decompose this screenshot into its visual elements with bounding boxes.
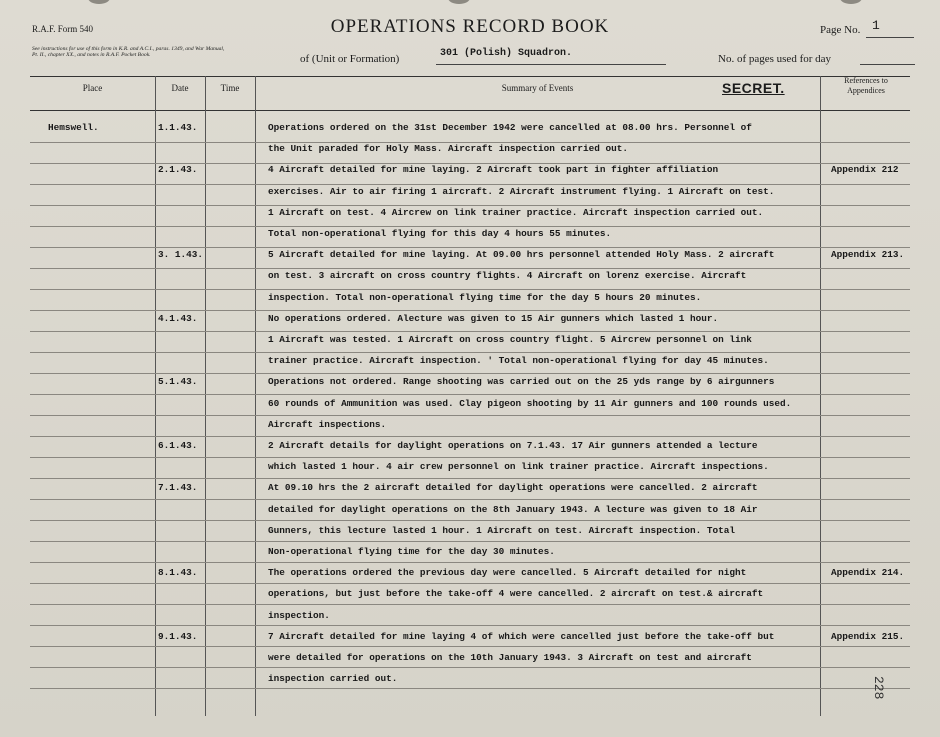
ruled-line: [30, 562, 910, 563]
entry-summary-line: detailed for daylight operations on the 8th January 1943. A lecture was given to 18 Air: [268, 503, 758, 515]
entry-date: 9.1.43.: [158, 630, 198, 642]
entry-date: 7.1.43.: [158, 482, 198, 494]
page-title: OPERATIONS RECORD BOOK: [330, 16, 610, 37]
ruled-line: [30, 394, 910, 395]
unit-value: 301 (Polish) Squadron.: [440, 48, 573, 59]
entry-date: 3. 1.43.: [158, 249, 204, 261]
column-header-date: Date: [171, 83, 189, 93]
unit-label: of (Unit or Formation): [300, 53, 400, 65]
ruled-line: [30, 478, 910, 479]
entry-summary-line: inspection. Total non-operational flying time for the day 5 hours 20 minutes.: [268, 291, 702, 303]
column-divider: [205, 76, 206, 716]
entry-summary-line: inspection.: [268, 609, 330, 621]
entry-date: 6.1.43.: [158, 440, 198, 451]
column-header-references: References to Appendices: [844, 76, 888, 95]
pages-used-rule: [860, 64, 915, 65]
ruled-line: [30, 667, 910, 668]
column-divider: [820, 76, 821, 716]
ruled-line: [30, 226, 910, 227]
ruled-line: [30, 688, 910, 689]
ruled-line: [30, 625, 910, 626]
unit-rule: [436, 64, 666, 65]
ruled-line: [30, 520, 910, 521]
page-number-value: 1: [872, 18, 880, 33]
ruled-line: [30, 289, 910, 290]
ruled-line: [30, 352, 910, 353]
form-number: R.A.F. Form 540: [32, 24, 94, 34]
entry-date: 2.1.43.: [158, 164, 198, 176]
entry-place: Hemswell.: [48, 122, 99, 133]
page-number-rule: [866, 37, 914, 38]
entry-summary-line: 2 Aircraft details for daylight operations on 7.1.43. 17 Air gunners attended a lecture: [268, 440, 758, 451]
entry-summary-line: trainer practice. Aircraft inspection. ' Total non-operational flying for day 45 minutes.: [268, 355, 769, 367]
header-bottom-border: [30, 110, 910, 111]
entry-summary-line: operations, but just before the take-off 4 were cancelled. 2 aircraft on test.& aircraft: [268, 588, 764, 600]
page-number-label: Page No.: [820, 24, 861, 36]
punch-hole: [840, 0, 862, 4]
entry-summary-line: inspection carried out.: [268, 673, 398, 685]
entry-summary-line: Gunners, this lecture lasted 1 hour. 1 Aircraft on test. Aircraft inspection. Total: [268, 524, 735, 536]
ruled-line: [30, 415, 910, 416]
ruled-line: [30, 331, 910, 332]
entry-summary-line: Non-operational flying time for the day 30 minutes.: [268, 546, 555, 557]
ruled-line: [30, 604, 910, 605]
entry-summary-line: 1 Aircraft was tested. 1 Aircraft on cross country flight. 5 Aircrew personnel on link: [268, 334, 752, 345]
punch-hole: [448, 0, 470, 4]
pages-used-label: No. of pages used for day: [718, 53, 832, 65]
ruled-line: [30, 268, 910, 269]
ruled-line: [30, 583, 910, 584]
entry-date: 4.1.43.: [158, 312, 198, 324]
entry-appendix: Appendix 215.: [831, 630, 905, 642]
entry-summary-line: 60 rounds of Ammunition was used. Clay pigeon shooting by 11 Air gunners and 100 rounds used.: [268, 397, 792, 409]
entry-summary-line: 4 Aircraft detailed for mine laying. 2 Aircraft took part in fighter affiliation: [268, 164, 719, 176]
entry-summary-line: At 09.10 hrs the 2 aircraft detailed for daylight operations were cancelled. 2 aircraft: [268, 482, 758, 494]
entry-summary-line: 7 Aircraft detailed for mine laying 4 of which were cancelled just before the take-off but: [268, 630, 775, 642]
secret-marking: SECRET.: [722, 80, 785, 96]
column-divider: [155, 76, 156, 716]
ruled-line: [30, 247, 910, 248]
punch-hole: [88, 0, 110, 4]
ruled-line: [30, 541, 910, 542]
entry-appendix: Appendix 213.: [831, 249, 905, 261]
entry-date: 8.1.43.: [158, 567, 198, 579]
ruled-line: [30, 373, 910, 374]
column-divider: [255, 76, 256, 716]
entry-summary-line: the Unit paraded for Holy Mass. Aircraft inspection carried out.: [268, 143, 629, 155]
table-top-border: [30, 76, 910, 77]
entry-summary-line: Total non-operational flying for this day 4 hours 55 minutes.: [268, 228, 612, 239]
entry-summary-line: exercises. Air to air firing 1 aircraft. 2 Aircraft instrument flying. 1 Aircraft on test.: [268, 185, 775, 197]
column-header-time: Time: [220, 83, 240, 93]
column-header-place: Place: [82, 83, 103, 93]
entry-date: 1.1.43.: [158, 122, 198, 133]
form-instructions: See instructions for use of this form in K.R. and A.C.I., paras. 1349, and War Manual, Pt. II., chapter XX., and notes in R.A.F. Pocket Book.: [32, 46, 225, 59]
entry-summary-line: which lasted 1 hour. 4 air crew personnel on link trainer practice. Aircraft inspections.: [268, 461, 769, 473]
entry-summary-line: 5 Aircraft detailed for mine laying. At 09.00 hrs personnel attended Holy Mass. 2 aircraft: [268, 249, 775, 261]
entry-summary-line: Aircraft inspections.: [268, 418, 387, 430]
ruled-line: [30, 436, 910, 437]
entry-summary-line: No operations ordered. Alecture was given to 15 Air gunners which lasted 1 hour.: [268, 312, 719, 324]
entry-summary-line: Operations not ordered. Range shooting was carried out on the 25 yds range by 6 airgunners: [268, 376, 775, 388]
ruled-line: [30, 646, 910, 647]
entry-summary-line: 1 Aircraft on test. 4 Aircrew on link trainer practice. Aircraft inspection carried out.: [268, 206, 764, 218]
ruled-line: [30, 310, 910, 311]
entry-summary-line: on test. 3 aircraft on cross country flights. 4 Aircraft on lorenz exercise. Aircraft: [268, 270, 747, 282]
column-header-summary: Summary of Events: [501, 83, 574, 93]
entry-appendix: Appendix 214.: [831, 567, 905, 579]
ruled-line: [30, 499, 910, 500]
entry-summary-line: The operations ordered the previous day were cancelled. 5 Aircraft detailed for night: [268, 567, 747, 579]
archive-stamp: 228: [871, 676, 886, 700]
entry-summary-line: Operations ordered on the 31st December 1942 were cancelled at 08.00 hrs. Personnel of: [268, 122, 752, 133]
entry-appendix: Appendix 212: [831, 164, 899, 176]
ruled-line: [30, 457, 910, 458]
entry-summary-line: were detailed for operations on the 10th January 1943. 3 Aircraft on test and aircraft: [268, 652, 752, 663]
entry-date: 5.1.43.: [158, 376, 198, 388]
